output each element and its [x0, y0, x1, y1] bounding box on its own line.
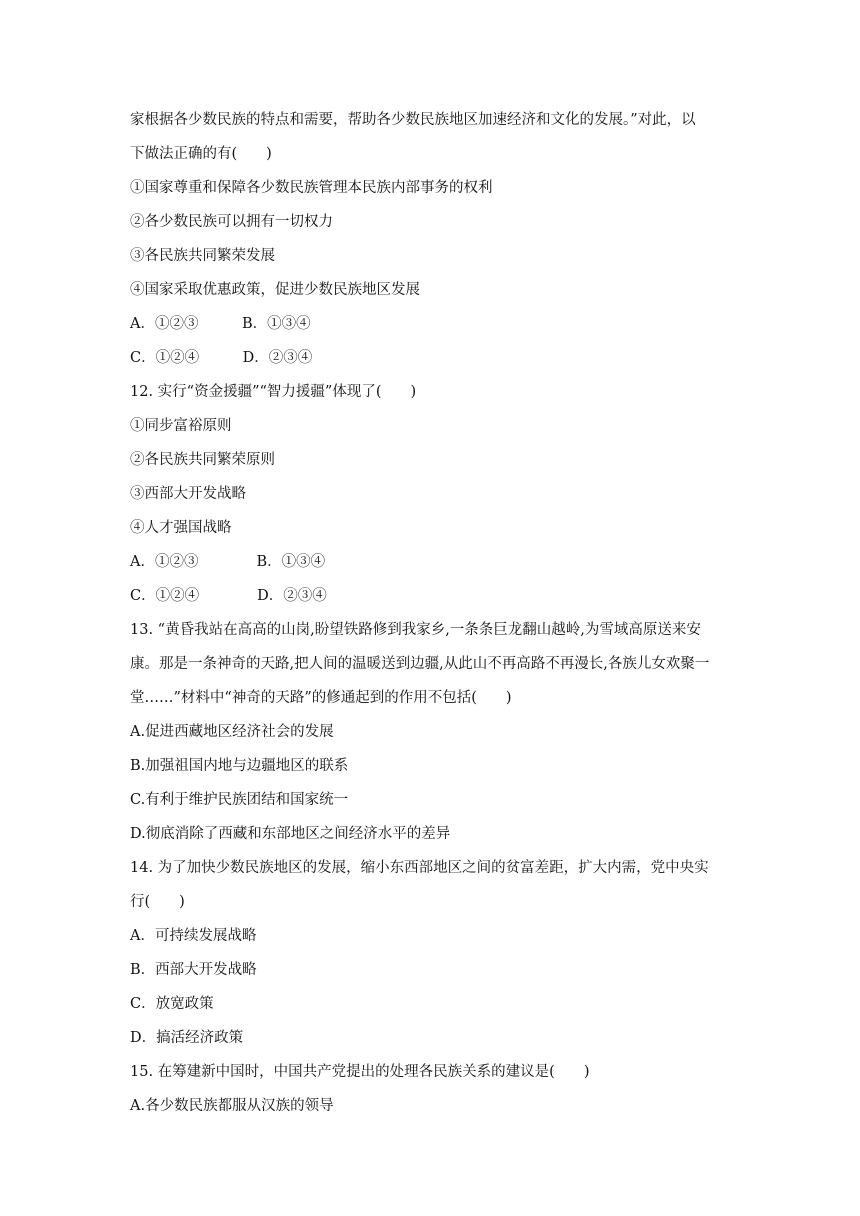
- answer-option: D．搞活经济政策: [130, 1030, 244, 1046]
- answer-option: A.促进西藏地区经济社会的发展: [130, 724, 334, 740]
- question-13: 13. “黄昏我站在高高的山岗,盼望铁路修到我家乡,一条条巨龙翻山越岭,为雪域高原送来安: [130, 622, 701, 638]
- answer-option: A.各少数民族都服从汉族的领导: [130, 1098, 334, 1114]
- answer-options: A．①②③ B．①③④: [130, 554, 326, 570]
- text-line: 行( ): [130, 894, 185, 910]
- text-line: ②各少数民族可以拥有一切权力: [130, 214, 333, 230]
- text-line: ①同步富裕原则: [130, 418, 232, 434]
- text-line: ④国家采取优惠政策，促进少数民族地区发展: [130, 282, 420, 298]
- text-line: 家根据各少数民族的特点和需要，帮助各少数民族地区加速经济和文化的发展。”对此，以: [130, 112, 696, 128]
- question-14: 14. 为了加快少数民族地区的发展，缩小东西部地区之间的贫富差距，扩大内需，党中央实: [130, 860, 709, 876]
- answer-option: C．放宽政策: [130, 996, 214, 1012]
- text-line: ①国家尊重和保障各少数民族管理本民族内部事务的权利: [130, 180, 493, 196]
- answer-options: C．①②④ D．②③④: [130, 350, 313, 366]
- text-line: ③西部大开发战略: [130, 486, 246, 502]
- answer-option: A．可持续发展战略: [130, 928, 257, 944]
- text-line: ④人才强国战略: [130, 520, 232, 536]
- answer-options: A．①②③ B．①③④: [130, 316, 311, 332]
- answer-option: D.彻底消除了西藏和东部地区之间经济水平的差异: [130, 826, 451, 842]
- text-line: 康。那是一条神奇的天路,把人间的温暖送到边疆,从此山不再高路不再漫长,各族儿女欢聚一: [130, 656, 710, 672]
- answer-option: B.加强祖国内地与边疆地区的联系: [130, 758, 349, 774]
- answer-option: B．西部大开发战略: [130, 962, 257, 978]
- text-line: ③各民族共同繁荣发展: [130, 248, 275, 264]
- question-12: 12. 实行“资金援疆”“智力援疆”体现了( ): [130, 384, 417, 400]
- answer-options: C．①②④ D．②③④: [130, 588, 327, 604]
- text-line: 堂……”材料中“神奇的天路”的修通起到的作用不包括( ): [130, 690, 512, 706]
- answer-option: C.有利于维护民族团结和国家统一: [130, 792, 349, 808]
- text-line: ②各民族共同繁荣原则: [130, 452, 275, 468]
- text-line: 下做法正确的有( ): [130, 146, 272, 162]
- question-15: 15. 在筹建新中国时，中国共产党提出的处理各民族关系的建议是( ): [130, 1064, 590, 1080]
